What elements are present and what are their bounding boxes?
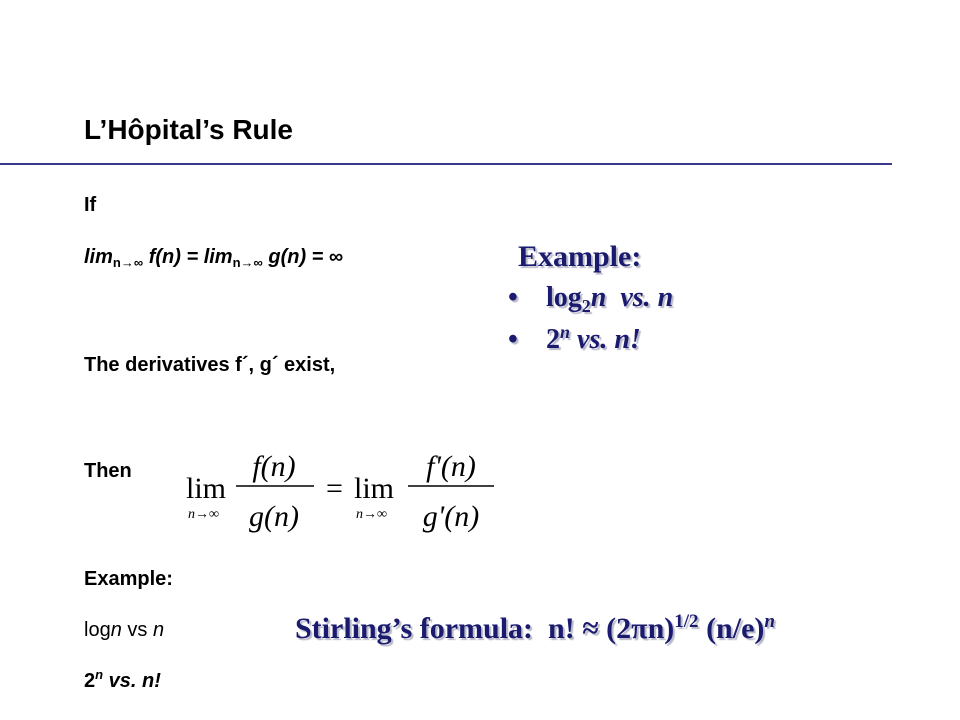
formula-den-2: g'(n) [422,500,480,533]
stirling-formula [295,612,775,646]
example-box-heading: Example: [518,240,642,273]
bullet-icon: • [508,282,518,313]
example-item-pow [508,324,673,366]
f-expression: f(n) = [148,246,204,268]
lim-sub-1: n→∞ [112,255,144,270]
item-log-sub: 2 [581,296,591,316]
stirling-mid: (n/e) [698,612,765,645]
log-word: log [84,619,111,641]
example-box-list [508,282,673,366]
formula-lim-2: lim [354,472,395,505]
formula-den-1: g(n) [249,500,299,533]
formula-num-2: f'(n) [426,450,476,483]
g-expression: g(n) = ∞ [268,246,344,268]
item-log-b: n vs. n [590,282,674,313]
pow-rest: vs. n! [103,670,161,692]
derivatives-text: The derivatives f´, g´ exist, [84,354,336,376]
slide-title: L’Hôpital’s Rule [84,114,293,145]
power-vs-factorial-line [84,667,161,693]
stirling-exp-1: 1/2 [674,611,699,632]
formula-lim-1: lim [186,472,227,505]
stirling-main: Stirling’s formula: n! ≈ (2πn) [295,612,675,645]
lim-sub-2: n→∞ [232,255,263,270]
item-pow-b: vs. n! [570,324,641,355]
pow-exp: n [95,667,104,682]
formula-sub-2: n→∞ [356,507,387,522]
then-label: Then [84,460,132,482]
item-pow-sup: n [560,322,571,342]
pow-base: 2 [84,670,96,692]
lim-word-2: lim [203,246,233,268]
stirling-exp-2: n [764,611,775,632]
example-label: Example: [84,568,173,590]
log-vs-n-line [84,619,164,642]
formula-sub-1: n→∞ [188,507,219,522]
limit-condition [84,246,343,269]
log-n: n [110,619,122,641]
formula-equals: = [326,472,343,505]
item-log-a: log [546,282,582,313]
formula-num-1: f(n) [252,450,296,483]
item-pow-a: 2 [546,324,560,355]
title-divider [0,163,892,165]
log-n2: n [152,619,165,641]
log-vs: vs [121,619,153,641]
lhopital-formula [186,446,496,534]
example-item-log [508,282,673,324]
bullet-icon: • [508,324,518,355]
lim-word-1: lim [84,246,113,268]
if-label: If [84,194,97,216]
